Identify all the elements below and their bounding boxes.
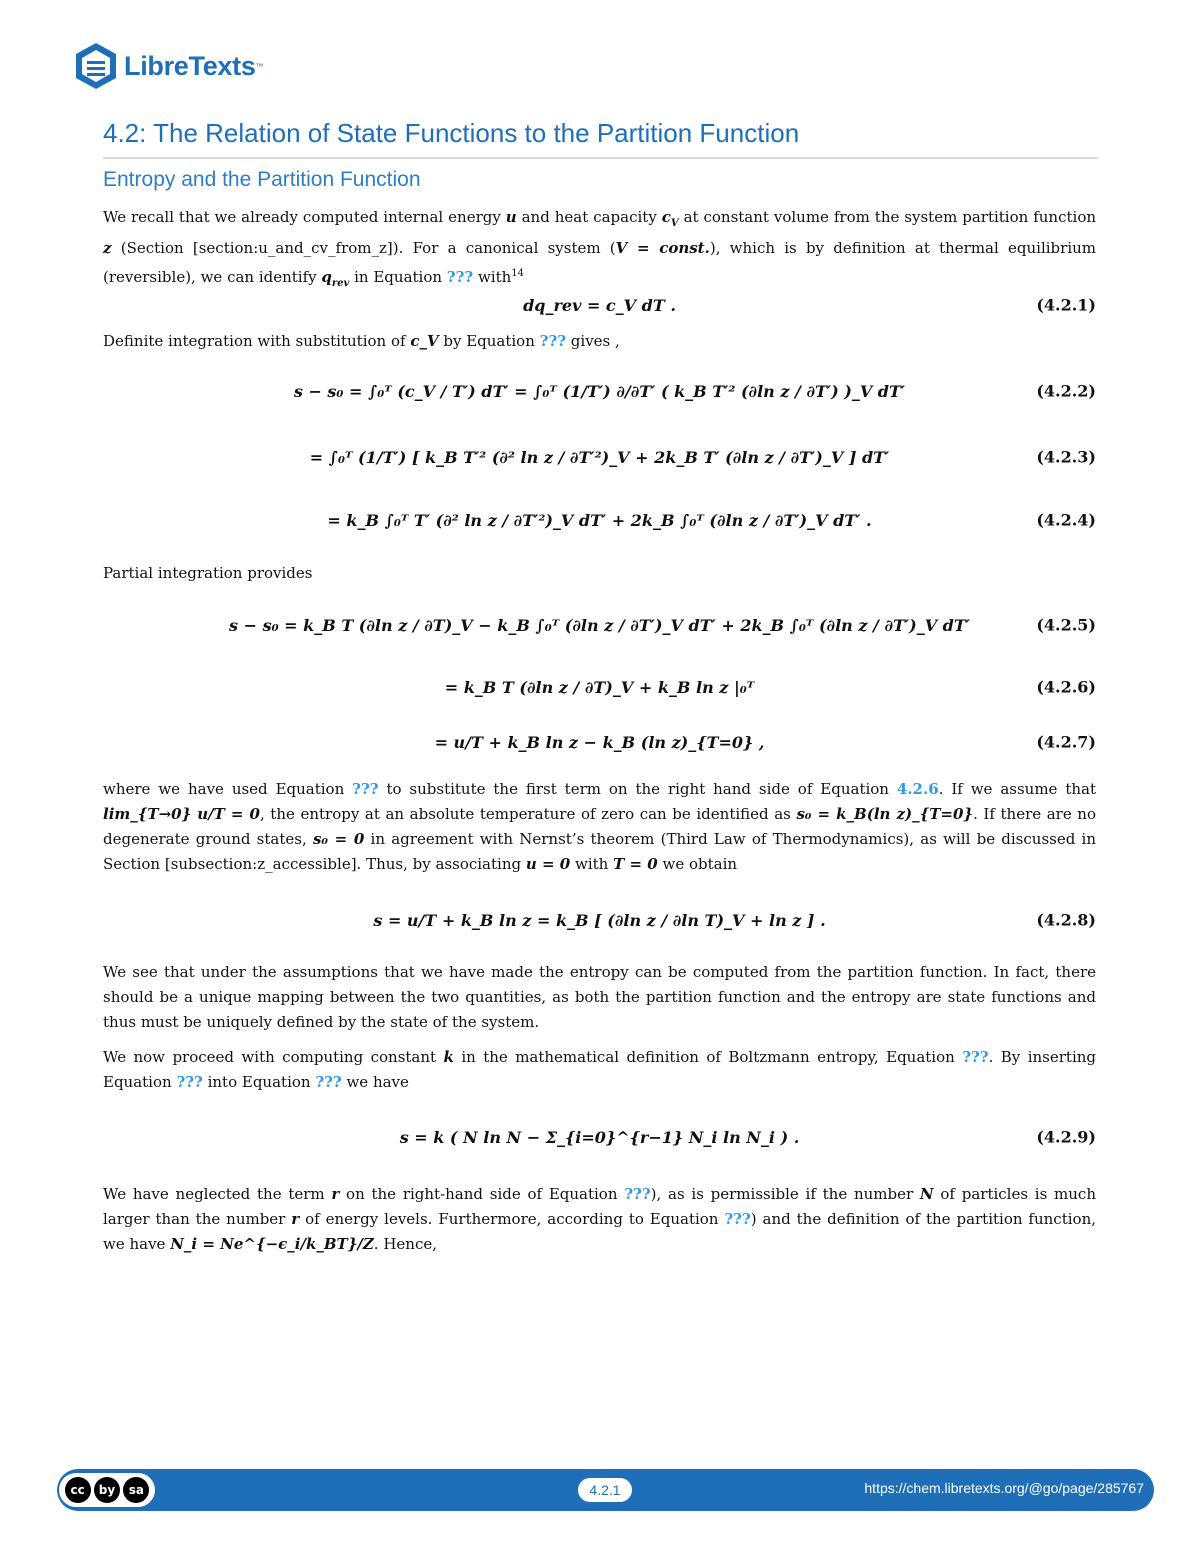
equation-body: = k_B ∫₀ᵀ T′ (∂² ln z / ∂T′²)_V dT′ + 2k_B ∫₀ᵀ (∂ln z / ∂T′)_V dT′ . xyxy=(327,510,872,530)
equation-reference-link[interactable]: ??? xyxy=(724,1210,751,1228)
paragraph-unique-mapping: We see that under the assumptions that we have made the entropy can be computed from the partition function. In fact, there should be a unique mapping between the two quantities, as both the partition function and the entropy are state functions and thus must be uniquely defined by the state of the system. xyxy=(103,963,1096,1031)
logo-text: LibreTexts xyxy=(124,50,256,81)
equation-4-2-2 xyxy=(103,374,1096,408)
page-number: 4.2.1 xyxy=(578,1478,632,1502)
equation-body: s − s₀ = k_B T (∂ln z / ∂T)_V − k_B ∫₀ᵀ (∂ln z / ∂T′)_V dT′ + 2k_B ∫₀ᵀ (∂ln z / ∂T′)_V dT′ xyxy=(229,615,970,635)
page-url-link[interactable]: https://chem.libretexts.org/@go/page/285767 xyxy=(864,1480,1144,1496)
equation-number: (4.2.4) xyxy=(1036,510,1096,530)
equation-reference-link[interactable]: ??? xyxy=(315,1073,342,1091)
equation-reference-link[interactable]: ??? xyxy=(446,268,474,286)
footnote-marker[interactable]: 14 xyxy=(511,268,524,279)
paragraph-boltzmann-constant: We now proceed with computing constant k in the mathematical definition of Boltzmann entropy, Equation ???. By inserting Equation ??? into Equation ??? we have xyxy=(103,1048,1096,1091)
equation-body: s − s₀ = ∫₀ᵀ (c_V / T′) dT′ = ∫₀ᵀ (1/T′) ∂/∂T′ ( k_B T′² (∂ln z / ∂T′) )_V dT′ xyxy=(293,381,906,401)
cc-icon: cc xyxy=(65,1477,91,1503)
equation-number: (4.2.2) xyxy=(1036,381,1096,401)
creative-commons-license-badge[interactable] xyxy=(59,1473,155,1507)
equation-number: (4.2.7) xyxy=(1036,732,1096,752)
equation-number: (4.2.9) xyxy=(1036,1127,1096,1147)
equation-number: (4.2.1) xyxy=(1036,295,1096,315)
equation-body: = ∫₀ᵀ (1/T′) [ k_B T′² (∂² ln z / ∂T′²)_V + 2k_B T′ (∂ln z / ∂T′)_V ] dT′ xyxy=(309,447,890,467)
equation-reference-link[interactable]: ??? xyxy=(176,1073,203,1091)
equation-number: (4.2.3) xyxy=(1036,447,1096,467)
equation-reference-link[interactable]: ??? xyxy=(624,1185,651,1203)
page-footer xyxy=(57,1469,1154,1511)
share-alike-icon: sa xyxy=(123,1477,149,1503)
equation-body: dq_rev = c_V dT . xyxy=(523,295,676,315)
equation-number: (4.2.6) xyxy=(1036,677,1096,697)
equation-body: s = u/T + k_B ln z = k_B [ (∂ln z / ∂ln T)_V + ln z ] . xyxy=(373,910,826,930)
equation-4-2-8 xyxy=(103,903,1096,937)
equation-body: = u/T + k_B ln z − k_B (ln z)_{T=0} , xyxy=(434,732,765,752)
libretexts-logo[interactable] xyxy=(74,40,264,92)
by-attribution-icon: by xyxy=(94,1477,120,1503)
equation-body: s = k ( N ln N − Σ_{i=0}^{r−1} N_i ln N_i ) . xyxy=(399,1127,800,1147)
paragraph-neglected-term: We have neglected the term r on the right-hand side of Equation ???), as is permissible if the number N of particles is much larger than the number r of energy levels. Furthermore, according to Equation ???) and the definition of the partition function, we have N_i = Ne^{−ϵ_i/k_BT}/Z. Hence, xyxy=(103,1185,1096,1253)
paragraph-nernst: where we have used Equation ??? to substitute the first term on the right hand side of Equation 4.2.6. If we assume that lim_{T→0} u/T = 0, the entropy at an absolute temperature of zero can be identified as s₀ = k_B(ln z)_{T=0}. If there are no degenerate ground states, s₀ = 0 in agreement with Nernst’s theorem (Third Law of Thermodynamics), as will be discussed in Section [subsection:z_accessible]. Thus, by associating u = 0 with T = 0 we obtain xyxy=(103,780,1096,873)
page-title: 4.2: The Relation of State Functions to the Partition Function xyxy=(103,118,1098,159)
equation-4-2-9 xyxy=(103,1120,1096,1154)
equation-reference-link[interactable]: ??? xyxy=(962,1048,989,1066)
libretexts-logo-icon xyxy=(74,41,118,91)
equation-4-2-6 xyxy=(103,670,1096,704)
equation-number: (4.2.5) xyxy=(1036,615,1096,635)
logo-trademark: ™ xyxy=(255,61,264,71)
paragraph-definite-integration: Definite integration with substitution of c_V by Equation ??? gives , xyxy=(103,332,620,350)
equation-4-2-1 xyxy=(103,288,1096,322)
equation-4-2-4 xyxy=(103,503,1096,537)
equation-4-2-5 xyxy=(103,608,1096,642)
equation-body: = k_B T (∂ln z / ∂T)_V + k_B ln z |₀ᵀ xyxy=(444,677,755,697)
equation-reference-link[interactable]: 4.2.6 xyxy=(896,780,939,798)
equation-reference-link[interactable]: ??? xyxy=(539,332,567,350)
equation-4-2-7 xyxy=(103,725,1096,759)
paragraph-intro: We recall that we already computed internal energy u and heat capacity $c_V$ at constant volume from the system partition function z (Section [section:u_and_cv_from_z]). For a canonical system (V = const.), which is by definition at thermal equilibrium (reversible), we can identify $q_{rev}$ in Equation ??? with$^{14}$ xyxy=(103,208,1097,289)
paragraph-partial-integration: Partial integration provides xyxy=(103,564,313,582)
equation-4-2-3 xyxy=(103,440,1096,474)
equation-reference-link[interactable]: ??? xyxy=(352,780,379,798)
section-title: Entropy and the Partition Function xyxy=(103,168,421,191)
equation-number: (4.2.8) xyxy=(1036,910,1096,930)
